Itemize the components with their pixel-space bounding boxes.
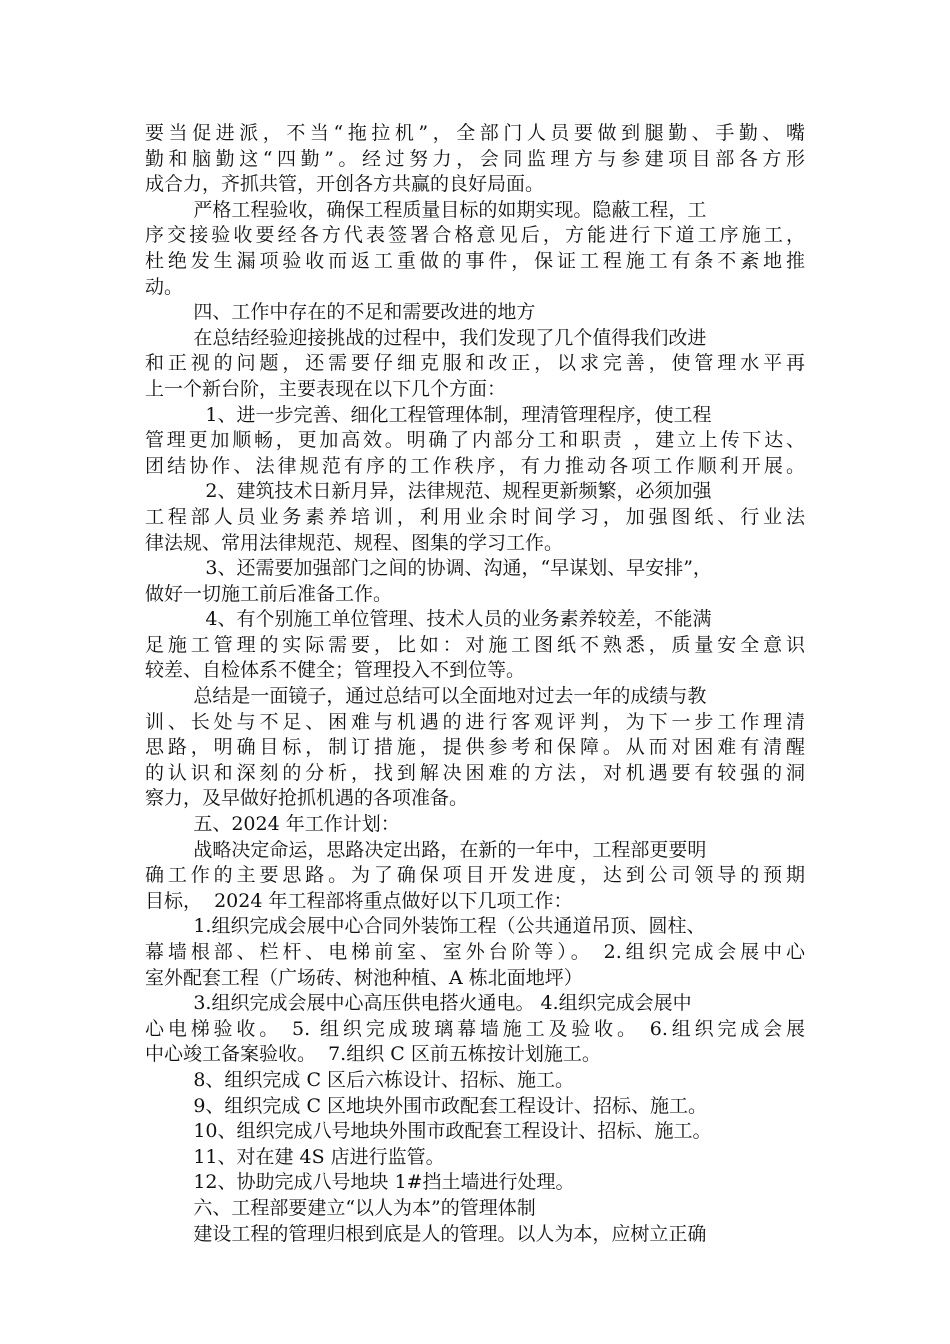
text-line: 和正视的问题，还需要仔细克服和改正，以求完善，使管理水平再 <box>145 352 805 375</box>
text-line: 11、对在建 4S 店进行监管。 <box>145 1145 445 1168</box>
text-line: 工程部人员业务素养培训，利用业余时间学习，加强图纸、行业法 <box>145 505 805 528</box>
text-line: 管理更加顺畅，更加高效。明确了内部分工和职责 ，建立上传下达、 <box>145 429 805 452</box>
text-line: 做好一切施工前后准备工作。 <box>145 582 393 605</box>
text-line: 序交接验收要经各方代表签署合格意见后，方能进行下道工序施工， <box>145 224 805 247</box>
text-line: 10、组织完成八号地块外围市政配套工程设计、招标、施工。 <box>145 1120 712 1143</box>
text-line: 足施工管理的实际需要，比如：对施工图纸不熟悉，质量安全意识 <box>145 633 805 656</box>
text-line: 3.组织完成会展中心高压供电搭火通电。 4.组织完成会展中 <box>145 992 692 1015</box>
text-line: 幕墙根部、栏杆、电梯前室、室外台阶等）。 2.组织完成会展中心 <box>145 941 805 963</box>
text-line: 建设工程的管理归根到底是人的管理。以人为本，应树立正确 <box>145 1222 707 1245</box>
text-line: 团结协作、法律规范有序的工作秩序，有力推动各项工作顺利开展。 <box>145 454 805 477</box>
text-line: 严格工程验收，确保工程质量目标的如期实现。隐蔽工程，工 <box>145 198 707 221</box>
text-line: 战略决定命运，思路决定出路，在新的一年中，工程部更要明 <box>145 838 707 861</box>
text-line: 3、还需要加强部门之间的协调、沟通，“早谋划、早安排”， <box>145 557 712 580</box>
section-heading: 四、工作中存在的不足和需要改进的地方 <box>145 301 536 324</box>
text-line: 较差、自检体系不健全；管理投入不到位等。 <box>145 659 526 682</box>
text-line: 动。 <box>145 275 184 298</box>
section-heading: 五、2024 年工作计划： <box>145 813 400 836</box>
text-line: 中心竣工备案验收。 7.组织 C 区前五栋按计划施工。 <box>145 1043 601 1066</box>
text-line: 察力，及早做好抢抓机遇的各项准备。 <box>145 787 469 810</box>
text-line: 杜绝发生漏项验收而返工重做的事件，保证工程施工有条不紊地推 <box>145 249 805 272</box>
section-heading: 六、工程部要建立“以人为本”的管理体制 <box>145 1196 536 1219</box>
text-line: 确工作的主要思路。为了确保项目开发进度，达到公司领导的预期 <box>145 864 805 887</box>
text-line: 8、组织完成 C 区后六栋设计、招标、施工。 <box>145 1068 575 1091</box>
text-line: 思路，明确目标，制订措施，提供参考和保障。从而对困难有清醒 <box>145 736 805 759</box>
text-line: 律法规、常用法律规范、规程、图集的学习工作。 <box>145 531 564 554</box>
text-line: 1、进一步完善、细化工程管理体制，理清管理程序，使工程 <box>145 403 712 426</box>
text-line: 在总结经验迎接挑战的过程中，我们发现了几个值得我们改进 <box>145 326 707 349</box>
document-body <box>145 121 805 1247</box>
text-line: 总结是一面镜子，通过总结可以全面地对过去一年的成绩与教 <box>145 685 707 708</box>
text-line: 12、协助完成八号地块 1#挡土墙进行处理。 <box>145 1171 575 1194</box>
text-line: 成合力，齐抓共管，开创各方共赢的良好局面。 <box>145 173 545 196</box>
text-line: 9、组织完成 C 区地块外围市政配套工程设计、招标、施工。 <box>145 1094 708 1117</box>
text-line: 的认识和深刻的分析，找到解决困难的方法，对机遇要有较强的洞 <box>145 761 805 784</box>
text-line: 训、长处与不足、困难与机遇的进行客观评判，为下一步工作理清 <box>145 710 805 733</box>
text-line: 1.组织完成会展中心合同外装饰工程（公共通道吊顶、圆柱、 <box>145 915 706 938</box>
text-line: 要当促进派，不当“拖拉机”，全部门人员要做到腿勤、手勤、嘴 <box>145 122 805 144</box>
text-line: 4、有个别施工单位管理、技术人员的业务素养较差，不能满 <box>145 608 712 631</box>
text-line: 心电梯验收。 5. 组织完成玻璃幕墙施工及验收。 6.组织完成会展 <box>145 1017 805 1040</box>
text-line: 室外配套工程（广场砖、树池种植、A 栋北面地坪） <box>145 966 583 989</box>
text-line: 上一个新台阶，主要表现在以下几个方面： <box>145 377 507 400</box>
text-line: 目标， 2024 年工程部将重点做好以下几项工作： <box>145 889 573 912</box>
text-line: 勤和脑勤这“四勤”。经过努力，会同监理方与参建项目部各方形 <box>145 147 805 170</box>
text-line: 2、建筑技术日新月异，法律规范、规程更新频繁，必须加强 <box>145 480 712 503</box>
